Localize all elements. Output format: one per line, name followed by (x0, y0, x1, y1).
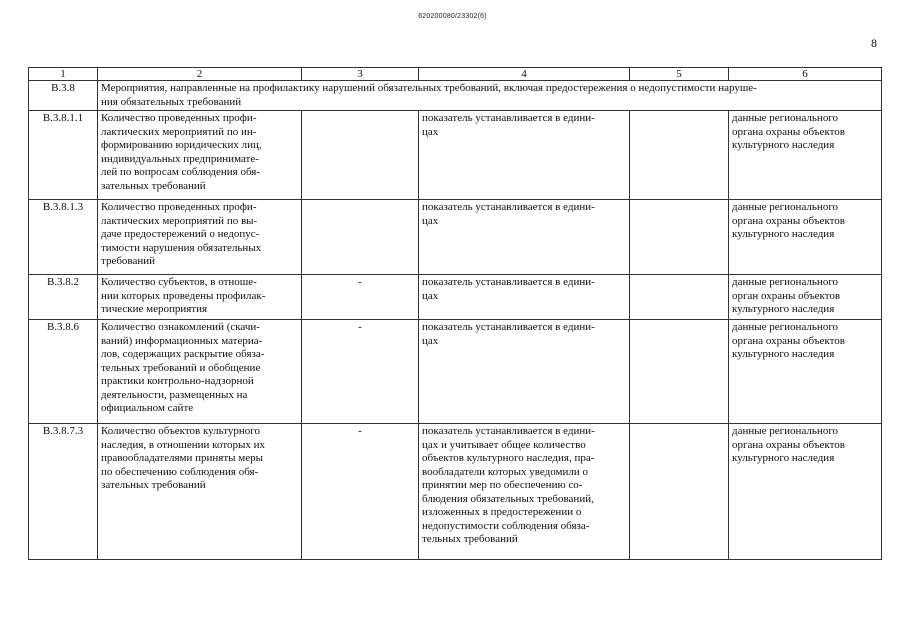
row-indicator (419, 200, 630, 275)
row-indicator-line: объектов культурного наследия, пра- (422, 452, 595, 464)
row-source (729, 275, 882, 320)
row-source-line: культурного наследия (732, 348, 835, 360)
row-source (729, 111, 882, 200)
row-source-line: культурного наследия (732, 139, 835, 151)
row-name-line: тические мероприятия (101, 303, 208, 315)
table-row (29, 275, 882, 320)
row-col3: - (302, 424, 419, 560)
row-source-line: культурного наследия (732, 452, 835, 464)
row-col5 (630, 275, 729, 320)
column-header: 6 (729, 68, 882, 81)
row-name-line: Количество проведенных профи- (101, 201, 257, 213)
row-name-line: лактических мероприятий по ин- (101, 125, 257, 138)
row-indicator (419, 320, 630, 424)
column-header: 3 (302, 68, 419, 81)
indicators-table (28, 67, 882, 560)
row-indicator-line: тельных требований (422, 533, 518, 545)
row-indicator-line: показатель устанавливается в едини- (422, 201, 595, 213)
row-name-line: официальном сайте (101, 402, 194, 414)
row-indicator-line: показатель устанавливается в едини- (422, 276, 595, 288)
table-row (29, 200, 882, 275)
row-name-line: лей по вопросам соблюдения обя- (101, 166, 260, 178)
table-row (29, 424, 882, 560)
row-col5 (630, 111, 729, 200)
row-source (729, 320, 882, 424)
row-source-line: орган охраны объектов (732, 289, 841, 302)
section-title-line: ния обязательных требований (101, 95, 242, 108)
row-name-line: Количество ознакомлений (скачи- (101, 321, 260, 333)
row-name-line: ваний) информационных материа- (101, 334, 263, 347)
row-name-line: зательных требований (101, 179, 206, 192)
section-row (29, 81, 882, 111)
row-source-line: данные регионального (732, 112, 839, 124)
column-header: 1 (29, 68, 98, 81)
row-name-line: тимости нарушения обязательных (101, 241, 262, 254)
row-name-line: деятельности, размещенных на (101, 388, 248, 401)
table-row (29, 320, 882, 424)
row-indicator-line: цах (422, 334, 439, 347)
row-indicator-line: недопустимости соблюдения обяза- (422, 519, 590, 532)
row-name-line: Количество объектов культурного (101, 425, 261, 437)
row-col5 (630, 200, 729, 275)
row-source-line: данные регионального (732, 276, 839, 288)
row-name-line: правообладателями приняты меры (101, 452, 264, 464)
row-indicator-line: принятии мер по обеспечению со- (422, 479, 583, 491)
row-indicator-line: блюдения обязательных требований, (422, 492, 594, 505)
row-name (98, 424, 302, 560)
row-source-line: органа охраны объектов (732, 125, 845, 138)
row-source-line: данные регионального (732, 201, 839, 213)
row-source (729, 200, 882, 275)
row-indicator-line: цах (422, 214, 439, 227)
column-numbers-row (29, 68, 882, 81)
row-name-line: зательных требований (101, 479, 206, 491)
row-name (98, 111, 302, 200)
row-name-line: индивидуальных предпринимате- (101, 152, 259, 165)
table-row (29, 111, 882, 200)
row-col5 (630, 320, 729, 424)
section-title (98, 81, 882, 111)
row-name-line: Количество субъектов, в отноше- (101, 276, 257, 288)
column-header: 4 (419, 68, 630, 81)
row-source-line: органа охраны объектов (732, 334, 845, 347)
row-code: В.3.8.1.1 (29, 111, 98, 200)
row-source-line: органа охраны объектов (732, 438, 845, 451)
row-name-line: по обеспечению соблюдения обя- (101, 465, 259, 478)
row-source-line: культурного наследия (732, 303, 835, 315)
row-code: В.3.8.7.3 (29, 424, 98, 560)
row-indicator-line: цах и учитывает общее количество (422, 438, 586, 451)
row-source-line: данные регионального (732, 321, 839, 333)
row-col5 (630, 424, 729, 560)
row-indicator-line: показатель устанавливается в едини- (422, 321, 595, 333)
row-col3: - (302, 320, 419, 424)
row-name (98, 275, 302, 320)
row-indicator (419, 424, 630, 560)
section-title-line: Мероприятия, направленные на профилактику нарушений обязательных требований, включая предостережения о недопустимости наруше- (101, 82, 757, 94)
row-indicator-line: изложенных в предостережении о (422, 506, 582, 518)
row-name (98, 200, 302, 275)
row-indicator-line: показатель устанавливается в едини- (422, 112, 595, 124)
row-name-line: даче предостережений о недопус- (101, 228, 260, 240)
row-source-line: культурного наследия (732, 228, 835, 240)
row-col3 (302, 200, 419, 275)
row-name-line: лов, содержащих раскрытие обяза- (101, 348, 265, 360)
row-name (98, 320, 302, 424)
row-name-line: наследия, в отношении которых их (101, 438, 266, 451)
column-header: 5 (630, 68, 729, 81)
row-indicator-line: вообладатели которых уведомили о (422, 465, 588, 478)
row-indicator-line: цах (422, 125, 439, 138)
section-code: В.3.8 (29, 81, 98, 111)
row-source-line: данные регионального (732, 425, 839, 437)
row-name-line: требований (101, 255, 156, 267)
row-col3: - (302, 275, 419, 320)
document-id: 620200080/23302(6) (418, 13, 487, 20)
row-indicator-line: показатель устанавливается в едини- (422, 425, 595, 437)
row-code: В.3.8.2 (29, 275, 98, 320)
column-header: 2 (98, 68, 302, 81)
row-code: В.3.8.1.3 (29, 200, 98, 275)
row-name-line: Количество проведенных профи- (101, 112, 257, 124)
page-number: 8 (871, 36, 877, 50)
row-name-line: лактических мероприятий по вы- (101, 214, 258, 227)
row-source (729, 424, 882, 560)
row-source-line: органа охраны объектов (732, 214, 845, 227)
row-name-line: формированию юридических лиц, (101, 139, 262, 151)
row-name-line: практики контрольно-надзорной (101, 375, 254, 387)
row-name-line: нии которых проведены профилак- (101, 289, 266, 302)
row-indicator (419, 111, 630, 200)
row-code: В.3.8.6 (29, 320, 98, 424)
row-indicator (419, 275, 630, 320)
row-col3 (302, 111, 419, 200)
row-indicator-line: цах (422, 289, 439, 302)
row-name-line: тельных требований и обобщение (101, 361, 261, 374)
